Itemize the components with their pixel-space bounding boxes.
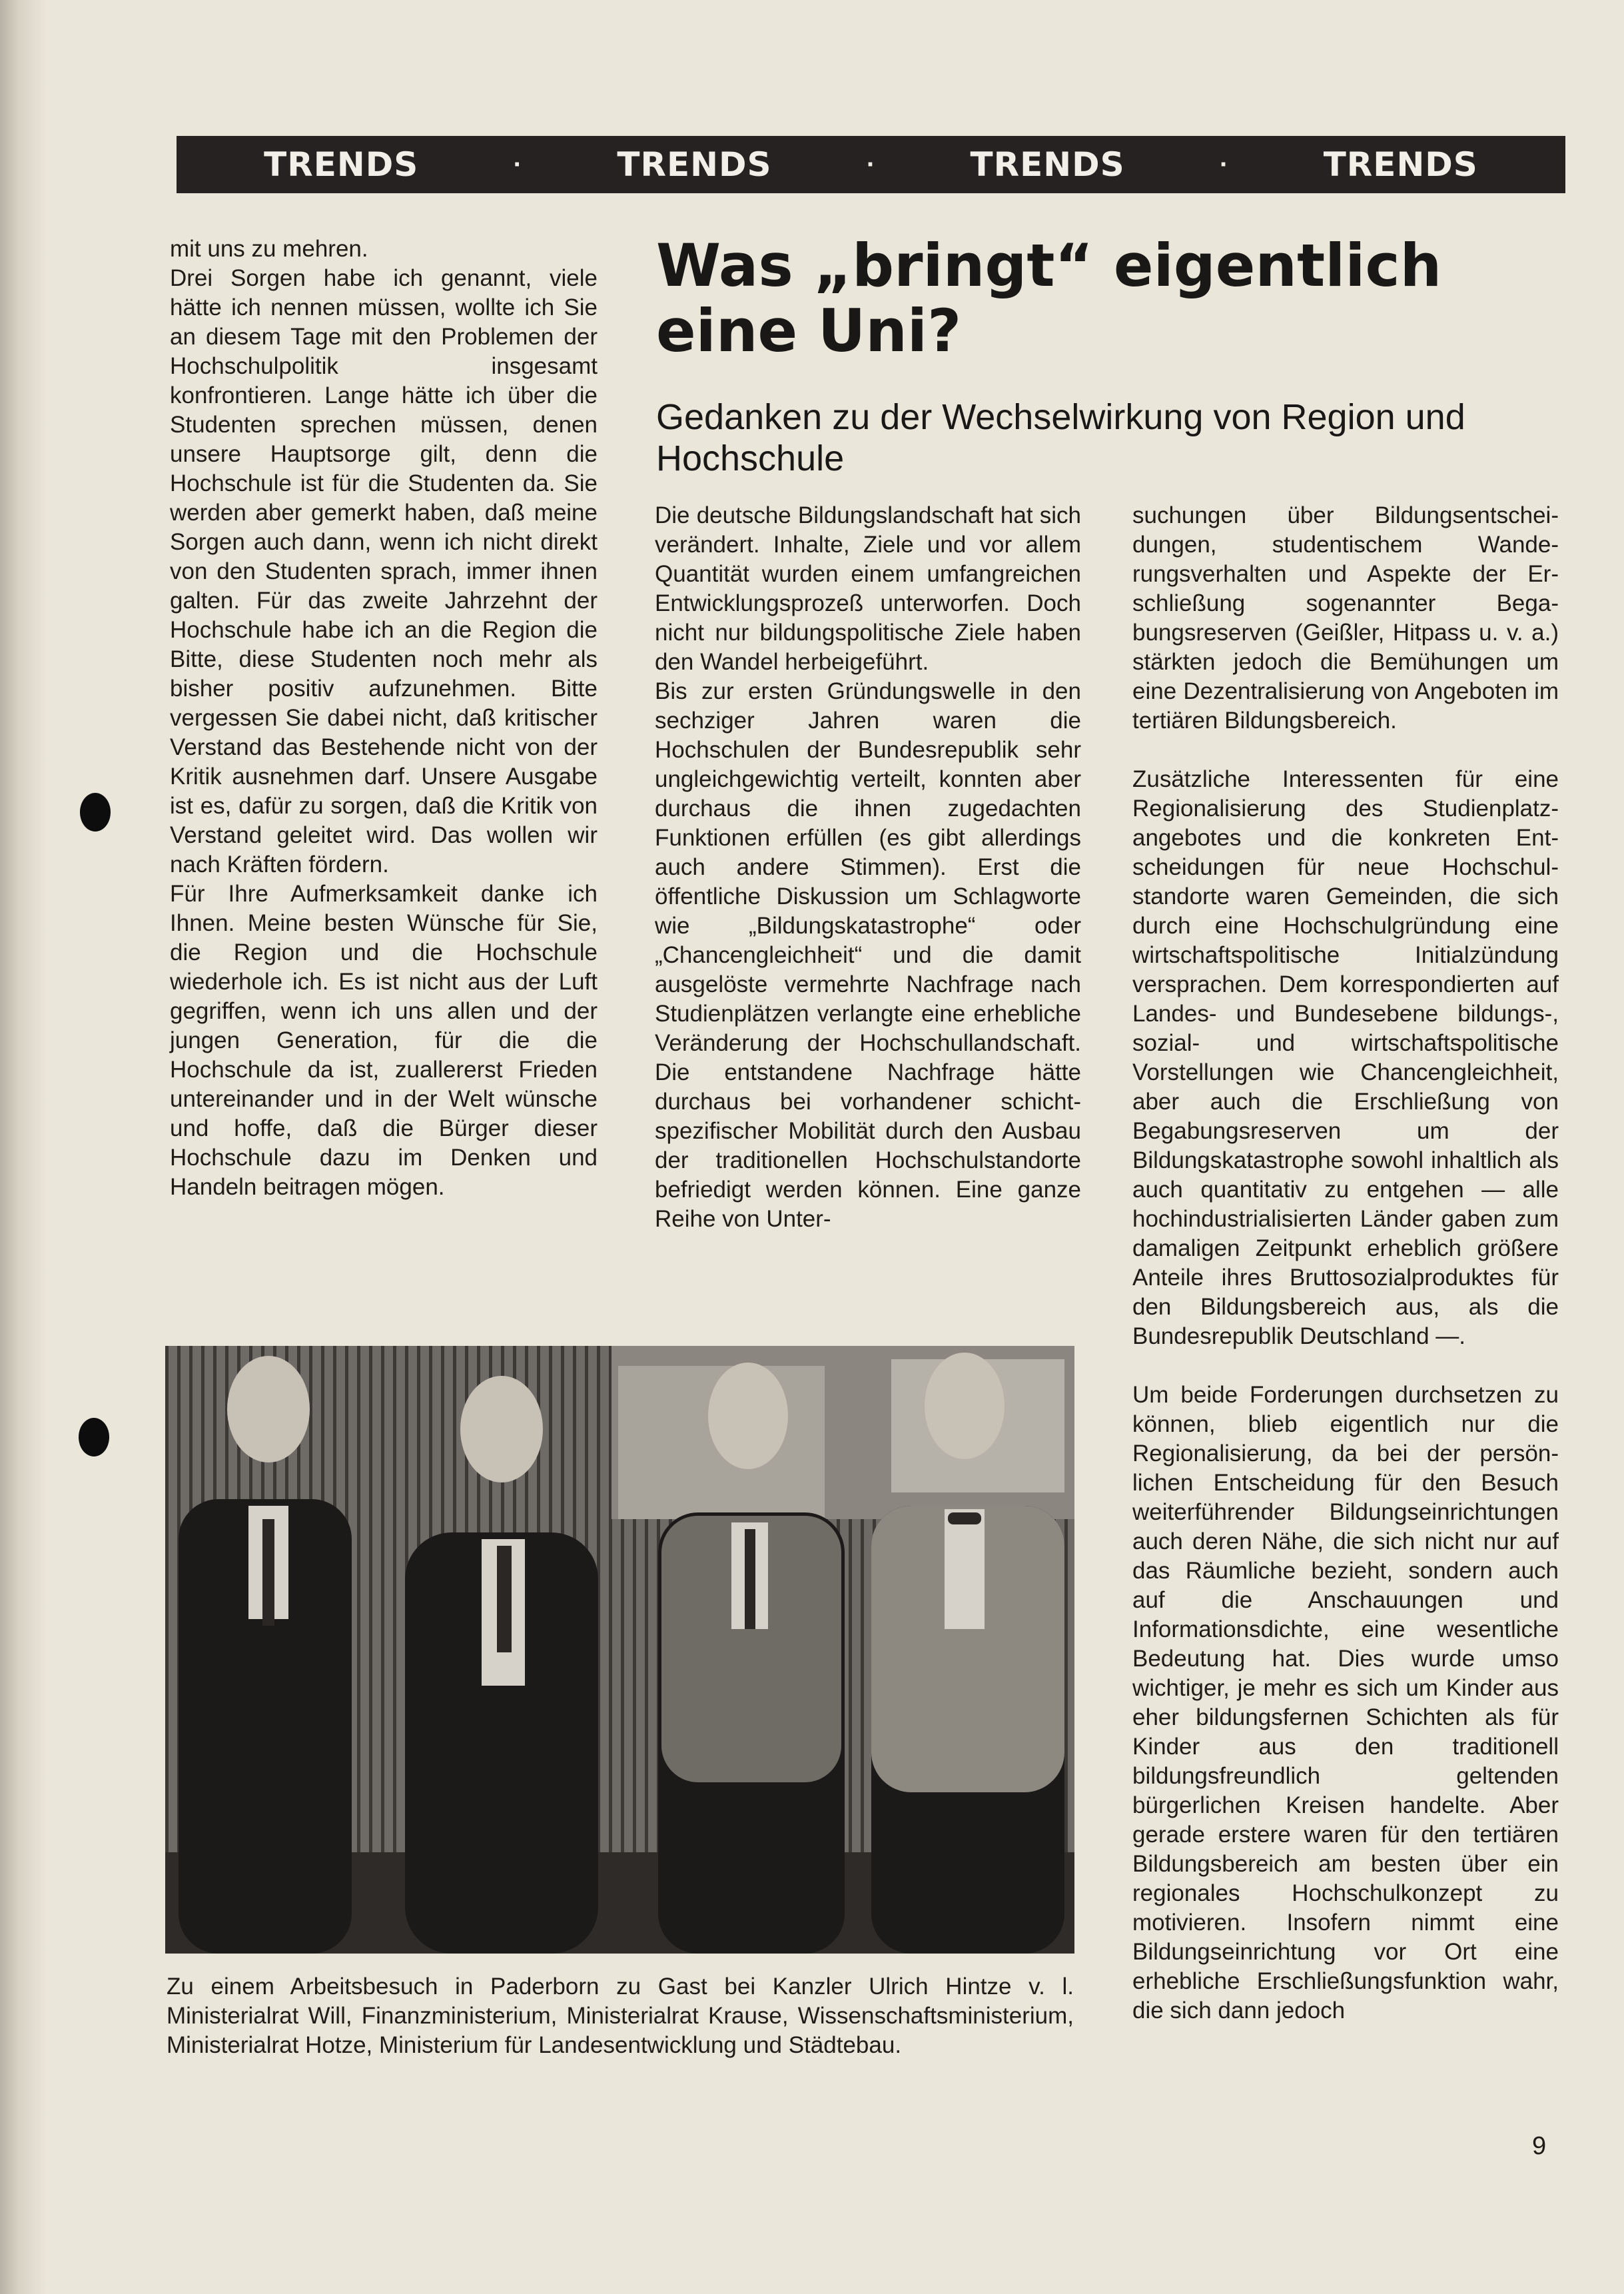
page-edge-shadow: [0, 0, 47, 2294]
punch-hole-top: [80, 793, 111, 832]
middle-column-body: Die deutsche Bildungslandschaft hat sich verändert. Inhalte, Ziele und vor allem Quantität wurden einem umfangreichen Entwicklungsprozeß unterworfen. Doch nicht nur bildungspolitische Ziele haben den Wandel herbeigeführt. Bis zur ersten Gründungswelle in den sechziger Jahren waren die Hochschulen der Bundesrepublik sehr ungleichgewichtig verteilt, konnten aber durchaus die ihnen zugedachten Funktionen erfüllen (es gibt allerdings auch andere Stimmen). Erst die öffentliche Diskussion um Schlagworte wie „Bildungskatastrophe“ oder „Chancengleichheit“ und die damit ausgelöste vermehrte Nachfrage nach Studienplätzen verlangte eine erhebliche Veränderung der Hochschullandschaft. Die entstandene Nachfrage hätte durchaus bei vorhandener schichtspezifischer Mobilität durch den Ausbau der traditionellen Hochschulstandorte befriedigt werden können. Eine ganze Reihe von Unter-: [655, 502, 1081, 1232]
left-column-body: mit uns zu mehren. Drei Sorgen habe ich genannt, viele hätte ich nennen müssen, wollte ich Sie an diesem Tage mit den Problemen der Hochschulpolitik insgesamt konfrontieren. Lange hätte ich über die Studenten sprechen müssen, denen unsere Hauptsorge gilt, denn die Hochschule ist für die Studenten da. Sie werden aber gemerkt haben, daß meine Sorgen auch dann, wenn ich nicht direkt von den Studenten sprach, immer ihnen galten. Für das zweite Jahrzehnt der Hochschule habe ich an die Region die Bitte, diese Studenten noch mehr als bisher positiv aufzunehmen. Bitte vergessen Sie dabei nicht, daß kritischer Verstand das Bestehende nicht von der Kritik ausnehmen darf. Unsere Ausgabe ist es, dafür zu sorgen, daß die Kritik von Verstand geleitet wird. Das wollen wir nach Kräften fördern. Für Ihre Aufmerksamkeit danke ich Ihnen. Meine besten Wünsche für Sie, die Region und die Hochschule wiederhole ich. Es ist nicht aus der Luft gegriffen, wenn ich uns allen und der jungen Generation, für die die Hochschule da ist, zuallererst Frieden untereinander und in der Welt wünsche und hoffe, daß die Bürger dieser Hochschule dazu im Denken und Handeln beitragen mögen.: [170, 236, 598, 1200]
right-column-paragraph: Um beide Forderungen durchsetzen zu können, blieb eigentlich nur die Regionalisierung, da bei der persönlichen Entscheidung für den Besuch weiterführender Bildungseinrichtungen auch deren Nähe, die sich nicht nur auf das Räumliche bezieht, sondern auch auf die Anschauungen und Informationsdichte, eine wesentliche Bedeutung hat. Dies wurde umso wichtiger, je mehr es sich um Kinder aus eher bildungsfernen Schichten als für Kinder aus den traditionell bildungsfreundlich geltenden bürgerlichen Kreisen handelte. Aber gerade erstere waren für den tertiären Bildungsbereich am besten über ein regionales Hochschulkonzept zu motivieren. Insofern nimmt eine Bildungseinrichtung vor Ort eine erhebliche Erschließungsfunktion wahr, die sich dann jedoch: [1132, 1382, 1559, 2023]
trends-header-bar: [177, 136, 1565, 193]
trends-label: TRENDS: [970, 145, 1125, 184]
middle-column-text: [655, 501, 1081, 1234]
right-column-paragraph: Zusätzliche Interessenten für eine Regionalisierung des Studienplatzangebotes und die konkreten Entscheidungen für neue Hochschulstandorte waren Gemeinden, die sich durch eine Hochschulgründung eine wirtschaftspolitische Initialzündung versprachen. Dem korrespondierten auf Landes- und Bundesebene bildungs-, sozial- und wirtschaftspolitische Vorstellungen wie Chancengleichheit, aber auch die Erschließung von Begabungsreserven um der Bildungskatastrophe sowohl inhaltlich als auch quantitativ zu entgehen — alle hochindustrialisierten Länder gaben zum damaligen Zeitpunkt erheblich größere Anteile ihres Bruttosozialproduktes für den Bildungsbereich aus, als die Bundesrepublik Deutschland —.: [1132, 766, 1559, 1349]
left-column-text: [170, 235, 598, 1202]
trends-separator: ·: [866, 149, 876, 179]
trends-label: TRENDS: [264, 145, 419, 184]
page-number: 9: [1532, 2132, 1547, 2160]
group-photo: [165, 1346, 1074, 1954]
trends-separator: ·: [513, 149, 522, 179]
trends-separator: ·: [1220, 149, 1229, 179]
photo-caption: Zu einem Arbeitsbesuch in Paderborn zu Gast bei Kanzler Ulrich Hintze v. l. Ministerialrat Will, Finanzministerium, Ministerialrat Krause, Wissenschaftsministerium, Ministerialrat Hotze, Ministerium für Landesentwicklung und Städtebau.: [167, 1974, 1074, 2058]
trends-label: TRENDS: [617, 145, 772, 184]
right-column-paragraph: suchungen über Bildungsentscheidungen, studentischem Wanderungsverhalten und Aspekte der Erschließung sogenannter Begabungsreserven (Geißler, Hitpass u. v. a.) stärkten jedoch die Bemühungen um eine Dezentralisierung von Angeboten im tertiären Bildungsbereich.: [1132, 502, 1559, 734]
punch-hole-bottom: [79, 1418, 109, 1456]
right-column-text: [1132, 501, 1559, 2025]
article-headline: Was „bringt“ eigentlich eine Uni?: [656, 231, 1442, 365]
trends-label: TRENDS: [1323, 145, 1478, 184]
article-subheadline: Gedanken zu der Wechselwirkung von Region und Hochschule: [656, 397, 1465, 478]
